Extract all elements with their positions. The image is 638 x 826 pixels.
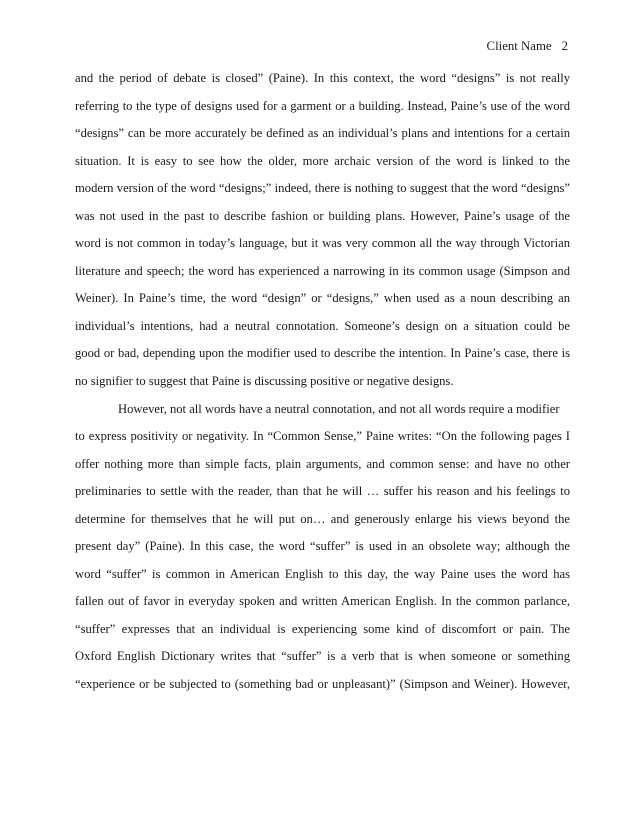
text-line: literature and speech; the word has experienced a narrowing in its common usage (Simpson and: [75, 263, 570, 278]
text-line: “experience or be subjected to (something bad or unpleasant)” (Simpson and Weiner). However,: [75, 677, 570, 692]
text-line: offer nothing more than simple facts, plain arguments, and common sense: and have no other: [75, 456, 570, 471]
text-line: determine for themselves that he will put on… and generously enlarge his views beyond the: [75, 511, 570, 526]
running-head-title: Client Name: [486, 39, 552, 53]
text-line: preliminaries to settle with the reader, than that he will … suffer his reason and his feelings to: [75, 484, 570, 499]
running-head: [487, 38, 568, 54]
body-text: [75, 65, 570, 699]
text-line: fallen out of favor in everyday spoken and written American English. In the common parlance,: [75, 594, 570, 609]
text-line: Oxford English Dictionary writes that “suffer” is a verb that is when someone or something: [75, 649, 570, 664]
text-line: good or bad, depending upon the modifier used to describe the intention. In Paine’s case, there is: [75, 346, 570, 361]
text-line-paragraph-end: no signifier to suggest that Paine is discussing positive or negative designs.: [75, 374, 454, 389]
text-line: present day” (Paine). In this case, the word “suffer” is used in an obsolete way; although the: [75, 539, 570, 554]
text-line: to express positivity or negativity. In “Common Sense,” Paine writes: “On the following pages I: [75, 429, 570, 444]
text-line: “designs” can be more accurately be defined as an individual’s plans and intentions for a certain: [75, 126, 570, 141]
text-line: individual’s intentions, had a neutral connotation. Someone’s design on a situation could be: [75, 318, 570, 333]
text-line: referring to the type of designs used for a garment or a building. Instead, Paine’s use of the word: [75, 98, 570, 113]
text-line: modern version of the word “designs;” indeed, there is nothing to suggest that the word “designs”: [75, 181, 570, 196]
text-line: Weiner). In Paine’s time, the word “design” or “designs,” when used as a noun describing an: [75, 291, 570, 306]
text-line: word is not common in today’s language, but it was very common all the way through Victorian: [75, 236, 570, 251]
page-number: 2: [561, 39, 568, 53]
text-line: “suffer” expresses that an individual is experiencing some kind of discomfort or pain. The: [75, 621, 570, 636]
text-line: and the period of debate is closed” (Paine). In this context, the word “designs” is not really: [75, 71, 570, 85]
text-line: situation. It is easy to see how the older, more archaic version of the word is linked to the: [75, 153, 570, 168]
text-line-paragraph-start: However, not all words have a neutral connotation, and not all words require a modifier: [118, 401, 560, 416]
text-line: word “suffer” is common in American English to this day, the way Paine uses the word has: [75, 566, 570, 581]
text-line: was not used in the past to describe fashion or building plans. However, Paine’s usage of the: [75, 208, 570, 223]
